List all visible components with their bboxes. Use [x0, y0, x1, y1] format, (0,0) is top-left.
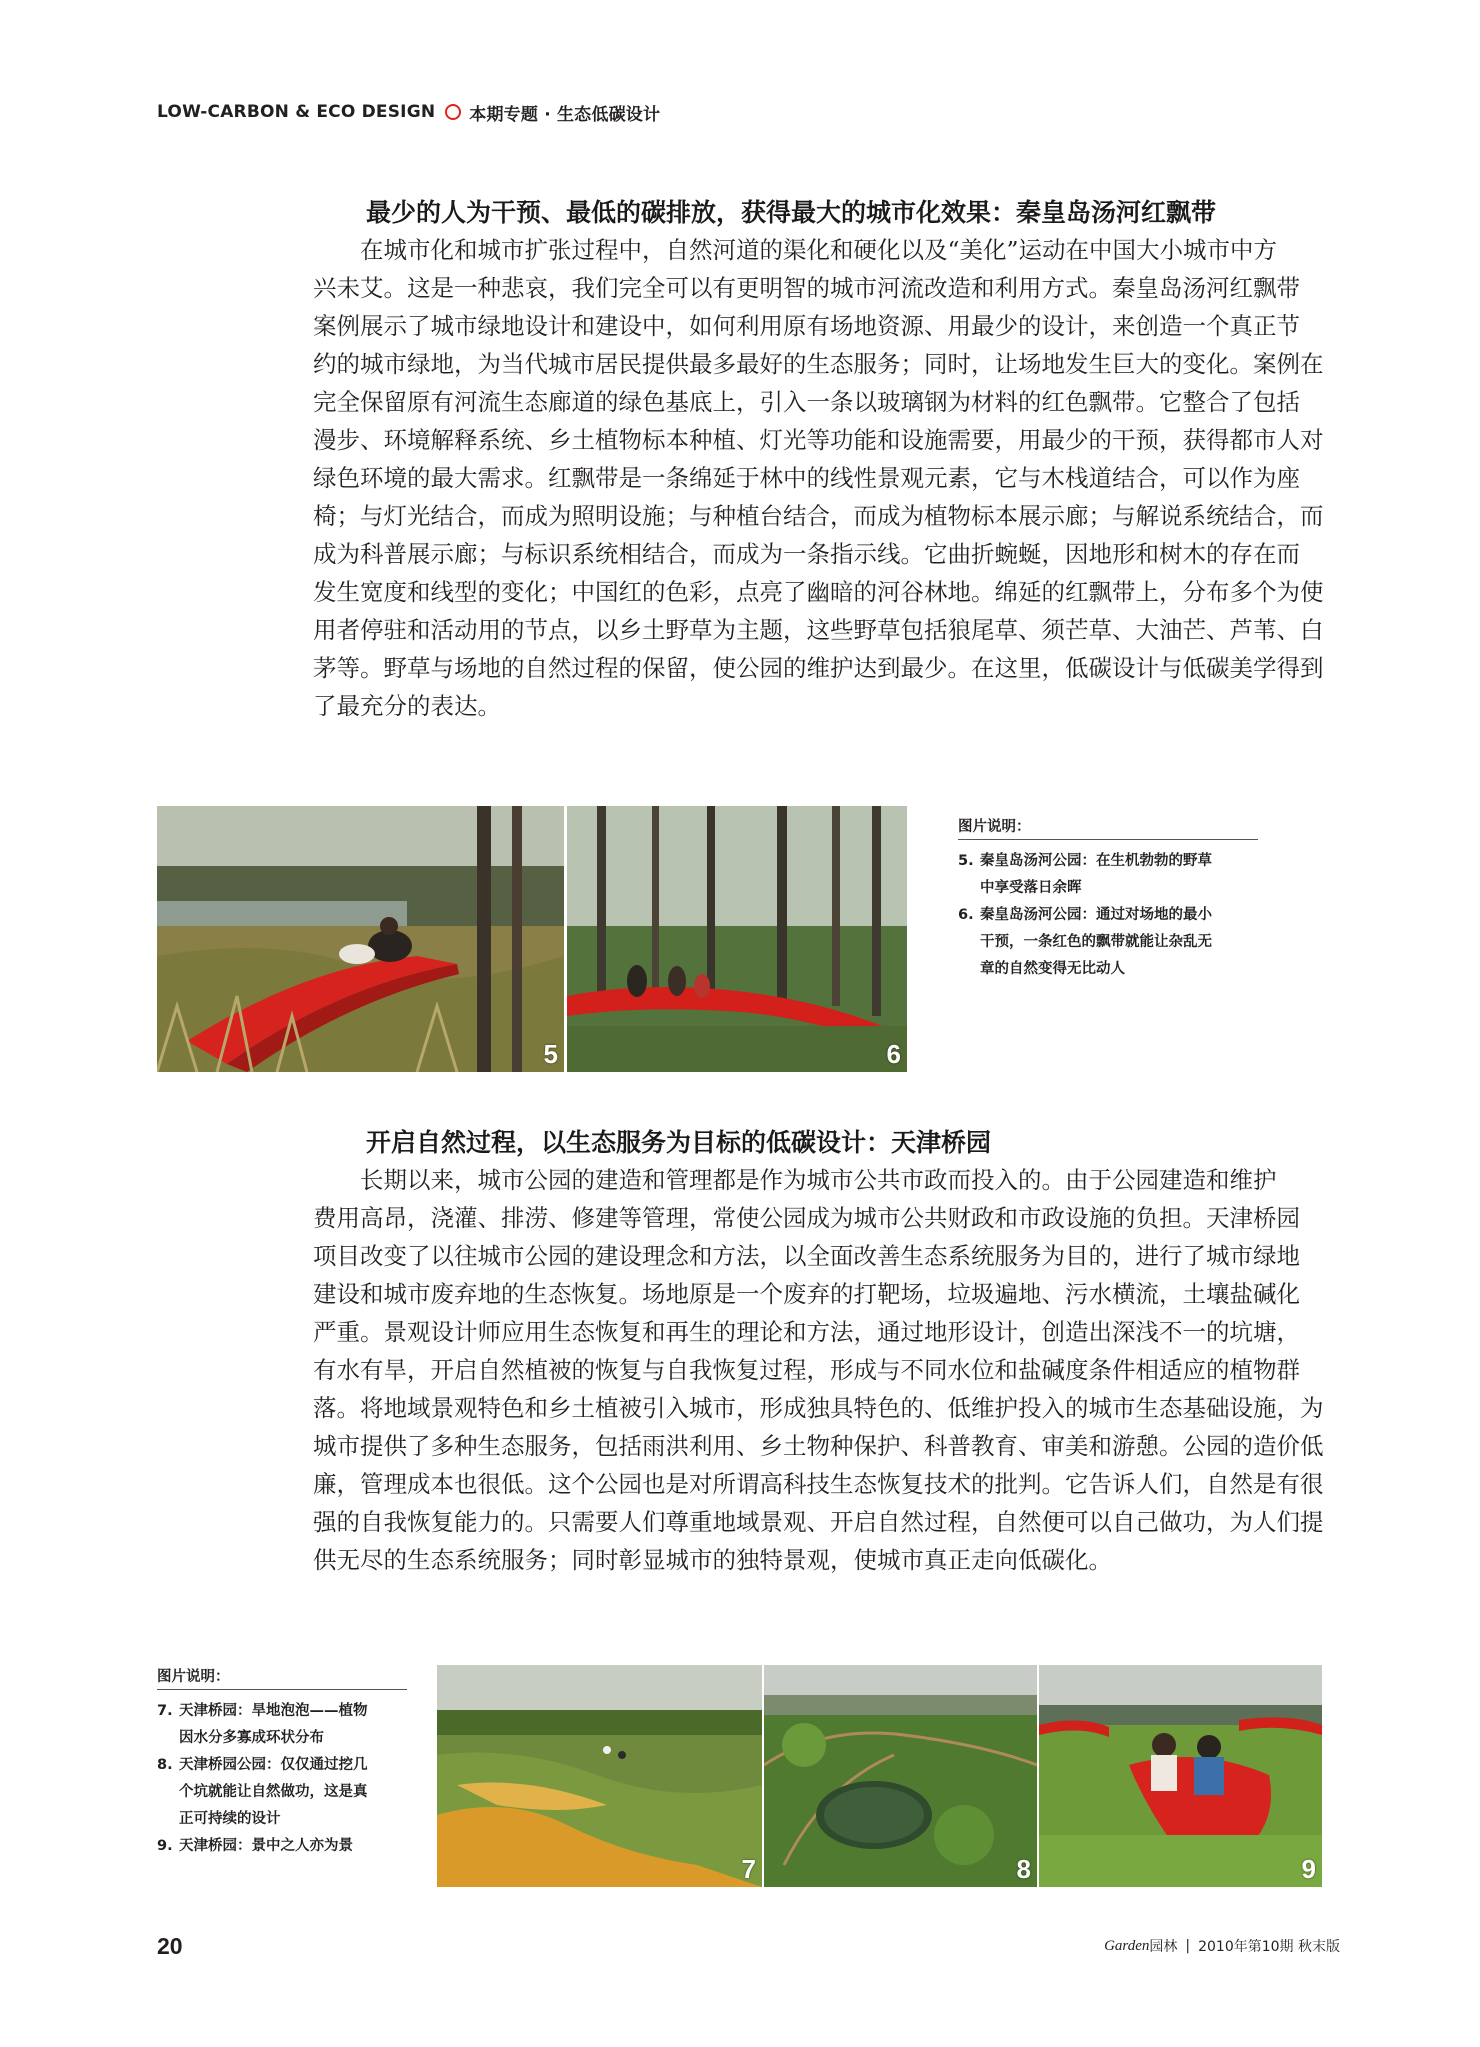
text-line: 了最充分的表达。 — [313, 692, 501, 720]
text-line: 在城市化和城市扩张过程中，自然河道的渠化和硬化以及“美化”运动在中国大小城市中方 — [313, 236, 1278, 264]
caption-item — [958, 902, 1258, 983]
text-line: 完全保留原有河流生态廊道的绿色基底上，引入一条以玻璃钢为材料的红色飘带。它整合了包括 — [313, 388, 1300, 416]
page-number: 20 — [157, 1933, 183, 1959]
caption-item — [958, 848, 1258, 902]
caption-number: 5. — [958, 853, 974, 869]
caption-line: 正可持续的设计 — [179, 1811, 281, 1827]
section1-body — [313, 231, 1324, 725]
photo-9 — [1039, 1665, 1322, 1887]
text-line: 椅；与灯光结合，而成为照明设施；与种植台结合，而成为植物标本展示廊；与解说系统结合，而 — [313, 502, 1324, 530]
text-line: 约的城市绿地，为当代城市居民提供最多最好的生态服务；同时，让场地发生巨大的变化。案例在 — [313, 350, 1324, 378]
photo-number: 6 — [886, 1039, 901, 1069]
caption-item — [157, 1752, 407, 1833]
text-line: 茅等。野草与场地的自然过程的保留，使公园的维护达到最少。在这里，低碳设计与低碳美学得到 — [313, 654, 1324, 682]
text-line: 廉，管理成本也很低。这个公园也是对所谓高科技生态恢复技术的批判。它告诉人们，自然是有很 — [313, 1470, 1324, 1498]
caption-line: 因水分多寡成环状分布 — [179, 1730, 324, 1746]
text-line: 兴未艾。这是一种悲哀，我们完全可以有更明智的城市河流改造和利用方式。秦皇岛汤河红飘带 — [313, 274, 1300, 302]
caption-top — [958, 815, 1258, 983]
caption-line: 个坑就能让自然做功，这是真 — [179, 1784, 368, 1800]
text-line: 落。将地域景观特色和乡土植被引入城市，形成独具特色的、低维护投入的城市生态基础设施，为 — [313, 1394, 1324, 1422]
section2-title: 开启自然过程，以生态服务为目标的低碳设计：天津桥园 — [366, 1128, 992, 1157]
caption-title: 图片说明： — [958, 815, 1258, 840]
text-line: 建设和城市废弃地的生态恢复。场地原是一个废弃的打靶场，垃圾遍地、污水横流，土壤盐碱化 — [313, 1280, 1300, 1308]
issue-label: 2010年第10期 秋末版 — [1198, 1939, 1340, 1955]
text-line: 城市提供了多种生态服务，包括雨洪利用、乡土物种保护、科普教育、审美和游憩。公园的造价低 — [313, 1432, 1324, 1460]
caption-bottom — [157, 1665, 407, 1860]
text-line: 有水有旱，开启自然植被的恢复与自我恢复过程，形成与不同水位和盐碱度条件相适应的植物群 — [313, 1356, 1300, 1384]
caption-line: 天津桥园：旱地泡泡——植物 — [179, 1703, 368, 1719]
text-line: 严重。景观设计师应用生态恢复和再生的理论和方法，通过地形设计，创造出深浅不一的坑塘， — [313, 1318, 1300, 1346]
section2-body — [313, 1161, 1324, 1579]
caption-number: 8. — [157, 1757, 173, 1773]
photo-number: 7 — [741, 1854, 756, 1884]
circle-icon — [445, 104, 461, 120]
photo-6 — [567, 806, 907, 1072]
caption-line: 秦皇岛汤河公园：通过对场地的最小 — [980, 907, 1212, 923]
running-header — [157, 100, 660, 124]
caption-line: 秦皇岛汤河公园：在生机勃勃的野草 — [980, 853, 1212, 869]
magazine-name-cn: 园林 — [1149, 1939, 1178, 1955]
photo-number: 9 — [1301, 1854, 1316, 1884]
caption-number: 9. — [157, 1838, 173, 1854]
text-line: 漫步、环境解释系统、乡土植物标本种植、灯光等功能和设施需要，用最少的干预，获得都市人对 — [313, 426, 1324, 454]
text-line: 绿色环境的最大需求。红飘带是一条绵延于林中的线性景观元素，它与木栈道结合，可以作为座 — [313, 464, 1300, 492]
section1-title: 最少的人为干预、最低的碳排放，获得最大的城市化效果：秦皇岛汤河红飘带 — [366, 198, 1217, 227]
text-line: 强的自我恢复能力的。只需要人们尊重地域景观、开启自然过程，自然便可以自己做功，为人们提 — [313, 1508, 1324, 1536]
caption-line: 天津桥园：景中之人亦为景 — [179, 1838, 353, 1854]
text-line: 费用高昂，浇灌、排涝、修建等管理，常使公园成为城市公共财政和市政设施的负担。天津桥园 — [313, 1204, 1300, 1232]
photo-number: 8 — [1016, 1854, 1031, 1884]
text-line: 项目改变了以往城市公园的建设理念和方法，以全面改善生态系统服务为目的，进行了城市绿地 — [313, 1242, 1300, 1270]
caption-number: 6. — [958, 907, 974, 923]
text-line: 成为科普展示廊；与标识系统相结合，而成为一条指示线。它曲折蜿蜒，因地形和树木的存在而 — [313, 540, 1300, 568]
header-cn: 本期专题 · 生态低碳设计 — [469, 104, 661, 125]
photo-number: 5 — [543, 1039, 558, 1069]
photo-8 — [764, 1665, 1037, 1887]
photo-5 — [157, 806, 564, 1072]
text-line: 用者停驻和活动用的节点，以乡土野草为主题，这些野草包括狼尾草、须芒草、大油芒、芦苇、白 — [313, 616, 1324, 644]
footer-separator: | — [1185, 1938, 1191, 1954]
photo-7 — [437, 1665, 762, 1887]
caption-item — [157, 1698, 407, 1752]
caption-line: 中享受落日余晖 — [980, 880, 1082, 896]
text-line: 案例展示了城市绿地设计和建设中，如何利用原有场地资源、用最少的设计，来创造一个真正节 — [313, 312, 1300, 340]
caption-line: 章的自然变得无比动人 — [980, 961, 1125, 977]
caption-line: 干预，一条红色的飘带就能让杂乱无 — [980, 934, 1212, 950]
caption-title: 图片说明： — [157, 1665, 407, 1690]
header-en: LOW-CARBON & ECO DESIGN — [157, 102, 436, 122]
caption-line: 天津桥园公园：仅仅通过挖几 — [179, 1757, 368, 1773]
magazine-name: Garden — [1104, 1937, 1150, 1954]
caption-number: 7. — [157, 1703, 173, 1719]
text-line: 供无尽的生态系统服务；同时彰显城市的独特景观，使城市真正走向低碳化。 — [313, 1546, 1112, 1574]
text-line: 长期以来，城市公园的建造和管理都是作为城市公共市政而投入的。由于公园建造和维护 — [313, 1166, 1277, 1194]
footer-issue — [1104, 1936, 1340, 1956]
caption-item — [157, 1833, 407, 1860]
text-line: 发生宽度和线型的变化；中国红的色彩，点亮了幽暗的河谷林地。绵延的红飘带上，分布多个为使 — [313, 578, 1324, 606]
